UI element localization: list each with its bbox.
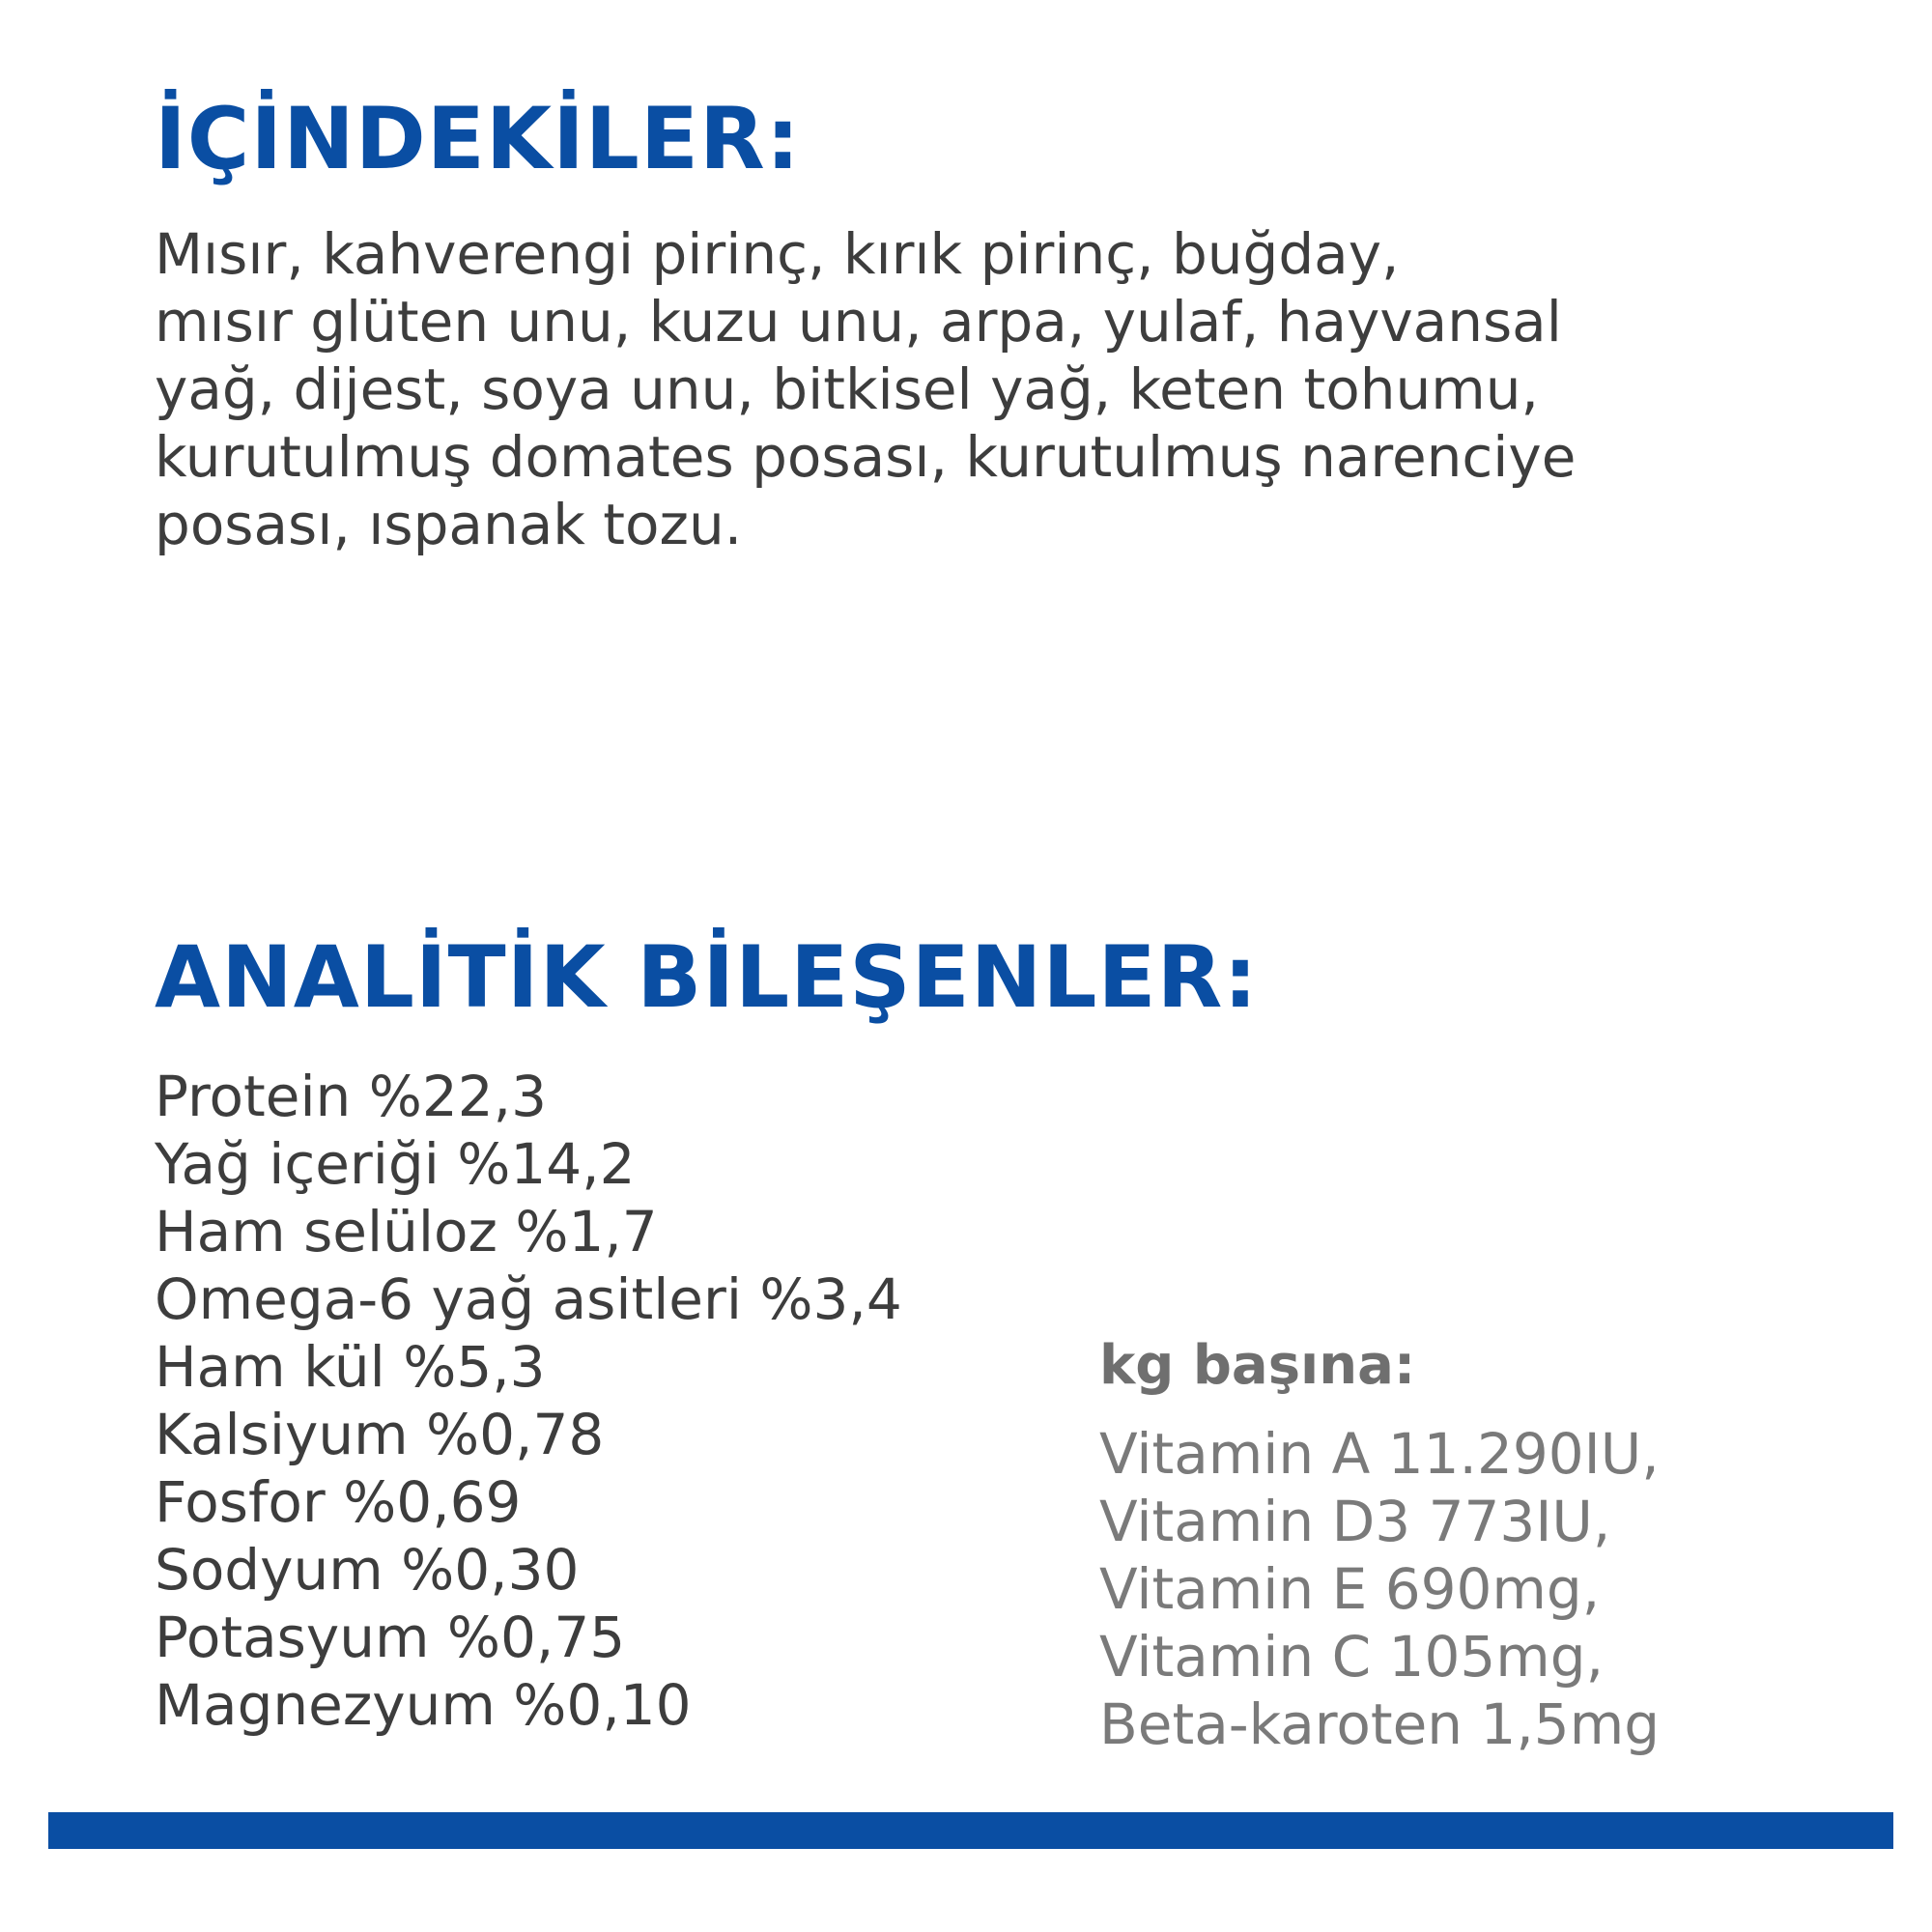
vitamin-item: Vitamin D3 773IU, (1099, 1489, 1611, 1554)
analytic-item: Ham kül %5,3 (155, 1334, 546, 1400)
analytic-item: Magnezyum %0,10 (155, 1672, 692, 1738)
analytic-components-heading: ANALİTİK BİLEŞENLER: (155, 927, 1259, 1027)
ingredients-line: posası, ıspanak tozu. (155, 492, 743, 557)
vitamin-item: Vitamin C 105mg, (1099, 1624, 1604, 1690)
ingredients-line: mısır glüten unu, kuzu unu, arpa, yulaf, hayvansal (155, 289, 1562, 355)
vitamin-item: Beta-karoten 1,5mg (1099, 1691, 1661, 1757)
analytic-components-list (155, 1063, 902, 1739)
analytic-item: Ham selüloz %1,7 (155, 1199, 658, 1264)
ingredients-line: yağ, dijest, soya unu, bitkisel yağ, keten tohumu, (155, 356, 1539, 422)
ingredients-line: kurutulmuş domates posası, kurutulmuş narenciye (155, 424, 1577, 490)
ingredients-line: Mısır, kahverengi pirinç, kırık pirinç, buğday, (155, 221, 1400, 287)
vitamin-list (1099, 1420, 1660, 1758)
analytic-item: Yağ içeriği %14,2 (155, 1131, 636, 1197)
analytic-item: Potasyum %0,75 (155, 1605, 626, 1670)
analytic-item: Protein %22,3 (155, 1064, 547, 1129)
analytic-item: Kalsiyum %0,78 (155, 1402, 605, 1467)
vitamin-item: Vitamin A 11.290IU, (1099, 1421, 1660, 1487)
analytic-item: Sodyum %0,30 (155, 1537, 580, 1603)
analytic-item: Fosfor %0,69 (155, 1469, 522, 1535)
analytic-item: Omega-6 yağ asitleri %3,4 (155, 1266, 902, 1332)
ingredients-heading: İÇİNDEKİLER: (155, 89, 801, 188)
vitamin-item: Vitamin E 690mg, (1099, 1556, 1601, 1622)
ingredients-text (155, 220, 1816, 558)
footer-bar (48, 1812, 1893, 1849)
per-kg-heading: kg başına: (1099, 1334, 1416, 1397)
